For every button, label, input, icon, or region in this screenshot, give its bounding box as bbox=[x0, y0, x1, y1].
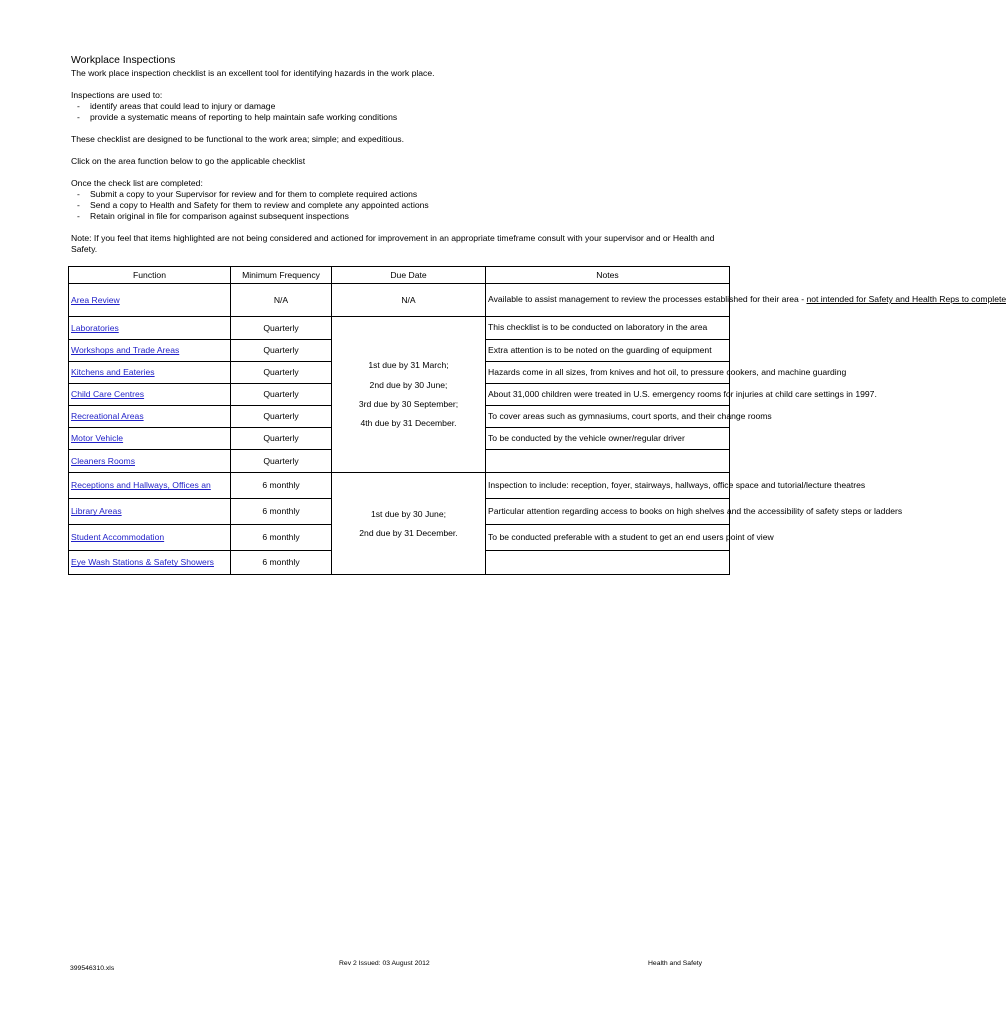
due-date-cell: N/A bbox=[332, 284, 486, 317]
link-cleaners-rooms[interactable]: Cleaners Rooms bbox=[69, 450, 231, 473]
note-cell: Available to assist management to review the processes established for their area - not intended for Safety and Health Reps to complete bbox=[486, 284, 730, 317]
table-row: Kitchens and Eateries Quarterly Hazards come in all sizes, from knives and hot oil, to pressure cookers, and machine guarding bbox=[69, 362, 730, 384]
table-row: Receptions and Hallways, Offices an 6 monthly 1st due by 30 June; 2nd due by 31 December. Inspection to include: reception, foyer, stairways, hallways, office space and tutorial/lecture theatres bbox=[69, 473, 730, 499]
link-motor-vehicle[interactable]: Motor Vehicle bbox=[69, 428, 231, 450]
table-row: Area Review N/A N/A Available to assist management to review the processes established for their area - not intended for Safety and Health Reps to complete bbox=[69, 284, 730, 317]
link-receptions[interactable]: Receptions and Hallways, Offices an bbox=[69, 473, 231, 499]
note-cell: Extra attention is to be noted on the guarding of equipment bbox=[486, 340, 730, 362]
header-function: Function bbox=[69, 267, 231, 284]
note-cell: To be conducted preferable with a student to get an end users point of view bbox=[486, 525, 730, 551]
link-recreational[interactable]: Recreational Areas bbox=[69, 406, 231, 428]
list-item: - identify areas that could lead to injury or damage bbox=[77, 101, 276, 111]
link-library[interactable]: Library Areas bbox=[69, 499, 231, 525]
note-cell bbox=[486, 450, 730, 473]
link-workshops[interactable]: Workshops and Trade Areas bbox=[69, 340, 231, 362]
link-student-accommodation[interactable]: Student Accommodation bbox=[69, 525, 231, 551]
note-cell: This checklist is to be conducted on laboratory in the area bbox=[486, 317, 730, 340]
note-cell: Hazards come in all sizes, from knives and hot oil, to pressure cookers, and machine guarding bbox=[486, 362, 730, 384]
used-to-label: Inspections are used to: bbox=[71, 90, 163, 100]
note-text: Note: If you feel that items highlighted are not being considered and actioned for improvement in an appropriate timeframe consult with your supervisor and or Health and Safety. bbox=[71, 233, 715, 254]
link-kitchens[interactable]: Kitchens and Eateries bbox=[69, 362, 231, 384]
table-row: Library Areas 6 monthly Particular attention regarding access to books on high shelves and the accessibility of safety steps or ladders bbox=[69, 499, 730, 525]
link-child-care[interactable]: Child Care Centres bbox=[69, 384, 231, 406]
note-cell: About 31,000 children were treated in U.S. emergency rooms for injuries at child care settings in 1997. bbox=[486, 384, 730, 406]
link-area-review[interactable]: Area Review bbox=[69, 284, 231, 317]
table-row: Recreational Areas Quarterly To cover areas such as gymnasiums, court sports, and their change rooms bbox=[69, 406, 730, 428]
header-notes: Notes bbox=[486, 267, 730, 284]
table-row: Workshops and Trade Areas Quarterly Extra attention is to be noted on the guarding of equipment bbox=[69, 340, 730, 362]
note-cell: To cover areas such as gymnasiums, court sports, and their change rooms bbox=[486, 406, 730, 428]
header-frequency: Minimum Frequency bbox=[231, 267, 332, 284]
intro-section bbox=[71, 54, 731, 255]
list-item: - Retain original in file for comparison against subsequent inspections bbox=[77, 211, 349, 221]
table-row: Cleaners Rooms Quarterly bbox=[69, 450, 730, 473]
note-cell: To be conducted by the vehicle owner/regular driver bbox=[486, 428, 730, 450]
footer-department: Health and Safety bbox=[648, 960, 703, 967]
completed-label: Once the check list are completed: bbox=[71, 178, 203, 188]
note-cell: Inspection to include: reception, foyer, stairways, hallways, office space and tutorial/lecture theatres bbox=[486, 473, 730, 499]
link-laboratories[interactable]: Laboratories bbox=[69, 317, 231, 340]
table-row: Student Accommodation 6 monthly To be conducted preferable with a student to get an end users point of view bbox=[69, 525, 730, 551]
header-due-date: Due Date bbox=[332, 267, 486, 284]
note-cell: Particular attention regarding access to books on high shelves and the accessibility of safety steps or ladders bbox=[486, 499, 730, 525]
table-row: Laboratories Quarterly 1st due by 31 March; 2nd due by 30 June; 3rd due by 30 September; 4th due by 31 December. This checklist is to be conducted on laboratory in the area bbox=[69, 317, 730, 340]
quarterly-due-dates: 1st due by 31 March; 2nd due by 30 June; 3rd due by 30 September; 4th due by 31 December. bbox=[332, 317, 486, 473]
table-row: Motor Vehicle Quarterly To be conducted by the vehicle owner/regular driver bbox=[69, 428, 730, 450]
page-title: Workplace Inspections bbox=[71, 55, 176, 66]
click-instruction: Click on the area function below to go the applicable checklist bbox=[71, 156, 306, 166]
footer-filename: 399546310.xls bbox=[70, 965, 115, 972]
table-row: Child Care Centres Quarterly About 31,000 children were treated in U.S. emergency rooms for injuries at child care settings in 1997. bbox=[69, 384, 730, 406]
table-header-row bbox=[69, 267, 730, 284]
list-item: - Submit a copy to your Supervisor for review and for them to complete required actions bbox=[77, 189, 418, 199]
link-eye-wash[interactable]: Eye Wash Stations & Safety Showers bbox=[69, 551, 231, 575]
intro-text: The work place inspection checklist is an excellent tool for identifying hazards in the work place. bbox=[71, 68, 435, 78]
footer-revision: Rev 2 Issued: 03 August 2012 bbox=[339, 960, 430, 967]
list-item: - provide a systematic means of reporting to help maintain safe working conditions bbox=[77, 112, 398, 122]
list-item: - Send a copy to Health and Safety for them to review and complete any appointed actions bbox=[77, 200, 429, 210]
six-monthly-due-dates: 1st due by 30 June; 2nd due by 31 December. bbox=[332, 473, 486, 575]
designed-text: These checklist are designed to be functional to the work area; simple; and expeditious. bbox=[71, 134, 404, 144]
table-row: Eye Wash Stations & Safety Showers 6 monthly bbox=[69, 551, 730, 575]
note-cell bbox=[486, 551, 730, 575]
inspection-table bbox=[68, 266, 1006, 575]
